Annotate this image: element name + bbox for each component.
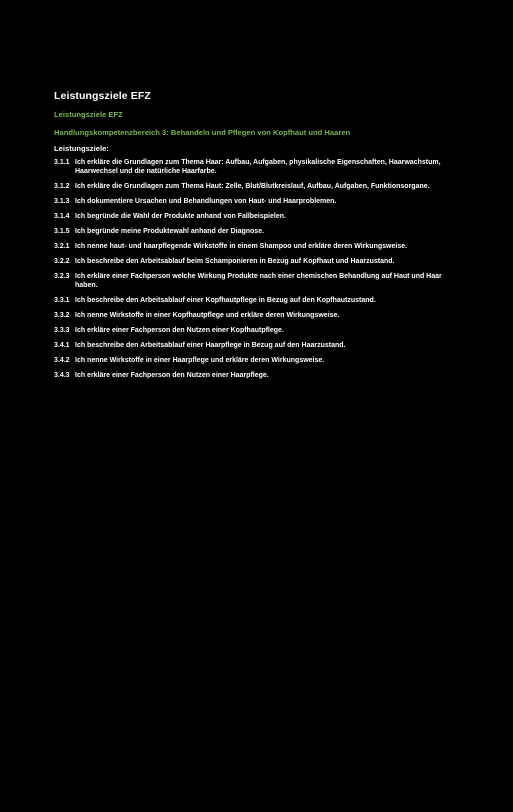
item-number: 3.4.3 [54,372,70,379]
item-text: Ich nenne haut- und haarpflegende Wirkstoffe in einem Shampoo und erkläre deren Wirkungsweise. [75,243,408,250]
list-item [54,197,460,206]
item-number: 3.1.4 [54,213,70,220]
list-item [54,212,460,221]
item-text: Ich nenne Wirkstoffe in einer Haarpflege und erkläre deren Wirkungsweise. [75,357,325,364]
item-text: Ich begründe die Wahl der Produkte anhand von Fallbeispielen. [75,213,286,220]
item-number: 3.3.1 [54,297,70,304]
item-text: Ich erkläre einer Fachperson den Nutzen einer Haarpflege. [75,372,269,379]
item-number: 3.4.2 [54,357,70,364]
item-number: 3.3.3 [54,327,70,334]
item-number: 3.1.2 [54,183,70,190]
list-item [54,158,460,176]
list-item [54,272,460,290]
item-text: Ich erkläre die Grundlagen zum Thema Haut: Zelle, Blut/Blutkreislauf, Aufbau, Aufgaben, Funktionsorgane. [75,183,430,190]
list-item [54,356,460,365]
item-number: 3.1.5 [54,228,70,235]
item-text: Ich beschreibe den Arbeitsablauf beim Schamponieren in Bezug auf Kopfhaut und Haarzustand. [75,258,395,265]
item-number: 3.3.2 [54,312,70,319]
item-text: Ich begründe meine Produktewahl anhand der Diagnose. [75,228,265,235]
item-text: Ich erkläre einer Fachperson welche Wirkung Produkte nach einer chemischen Behandlung auf Haut und Haar haben. [75,273,442,289]
list-item [54,341,460,350]
item-number: 3.2.3 [54,273,70,280]
list-item [54,182,460,191]
item-text: Ich beschreibe den Arbeitsablauf einer Haarpflege in Bezug auf den Haarzustand. [75,342,346,349]
list-item [54,257,460,266]
list-item [54,242,460,251]
list-item [54,227,460,236]
list-item [54,326,460,335]
item-number: 3.1.1 [54,159,70,166]
item-text: Ich dokumentiere Ursachen und Behandlungen von Haut- und Haarproblemen. [75,198,337,205]
document-title: Leistungsziele EFZ [54,90,151,102]
list-intro: Leistungsziele: [54,144,109,153]
item-text: Ich nenne Wirkstoffe in einer Kopfhautpflege und erkläre deren Wirkungsweise. [75,312,340,319]
item-number: 3.4.1 [54,342,70,349]
list-item [54,296,460,305]
list-item [54,311,460,320]
item-number: 3.2.2 [54,258,70,265]
item-text: Ich erkläre die Grundlagen zum Thema Haar: Aufbau, Aufgaben, physikalische Eigenschaften, Haarwachstum, Haarwechsel und die natürliche Haarfarbe. [75,159,441,175]
item-text: Ich erkläre einer Fachperson den Nutzen einer Kopfhautpflege. [75,327,284,334]
objectives-list [54,158,460,380]
document-subtitle: Leistungsziele EFZ [54,110,123,119]
document-page [54,90,460,386]
item-number: 3.2.1 [54,243,70,250]
section-heading: Handlungskompetenzbereich 3: Behandeln und Pflegen von Kopfhaut und Haaren [54,128,351,137]
list-item [54,371,460,380]
item-number: 3.1.3 [54,198,70,205]
item-text: Ich beschreibe den Arbeitsablauf einer Kopfhautpflege in Bezug auf den Kopfhautzustand. [75,297,376,304]
